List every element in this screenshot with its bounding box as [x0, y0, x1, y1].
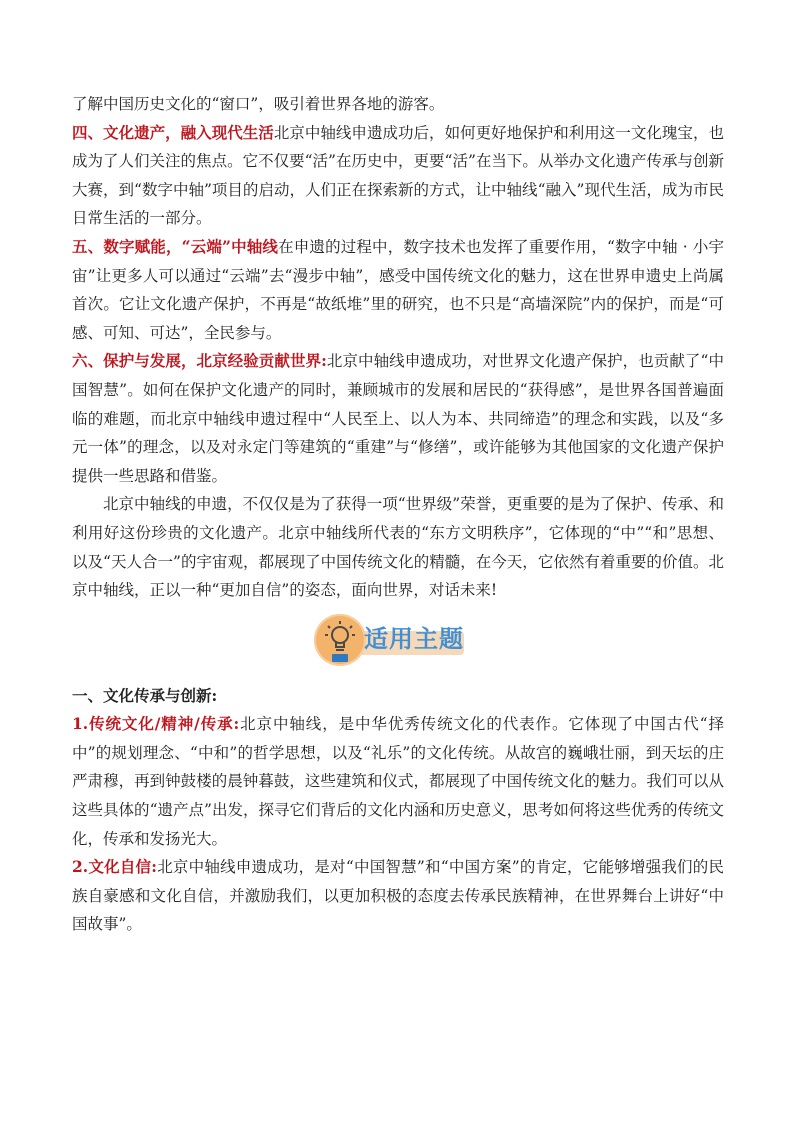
- lightbulb-icon: [314, 614, 366, 666]
- paragraph-section-4: [72, 119, 724, 233]
- section-5-body: 在申遗的过程中，数字技术也发挥了重要作用，“数字中轴 · 小宇宙”让更多人可以通过“云端”去“漫步中轴”，感受中国传统文化的魅力，这在世界申遗史上尚属首次。它让文化遗产保护，不再是“故纸堆”里的研究，也不只是“高墙深院”内的保护，而是“可感、可知、可达”，全民参与。: [72, 237, 724, 342]
- theme-item-2-body: 北京中轴线申遗成功，是对“中国智慧”和“中国方案”的肯定，它能够增强我们的民族自豪感和文化自信，并激励我们，以更加积极的态度去传承民族精神，在世界舞台上讲好“中国故事”。: [72, 858, 724, 934]
- topic-title: 适用主题: [364, 624, 464, 653]
- theme-item-1: [72, 710, 724, 853]
- topic-banner: [72, 612, 724, 672]
- paragraph-text: 了解中国历史文化的“窗口”，吸引着世界各地的游客。: [72, 95, 445, 113]
- theme-item-2-heading: 2.文化自信:: [72, 857, 157, 877]
- theme-item-1-body: 北京中轴线，是中华优秀传统文化的代表作。它体现了中国古代“择中”的规划理念、“中和”的哲学思想，以及“礼乐”的文化传统。从故宫的巍峨壮丽，到天坛的庄严肃穆，再到钟鼓楼的晨钟暮鼓，这些建筑和仪式，都展现了中国传统文化的魅力。我们可以从这些具体的“遗产点”出发，探寻它们背后的文化内涵和历史意义，思考如何将这些优秀的传统文化，传承和发扬光大。: [72, 715, 724, 848]
- document-page: [72, 90, 724, 939]
- section-5-heading: 五、数字赋能，“云端”中轴线: [72, 236, 279, 256]
- paragraph-section-5: [72, 233, 724, 347]
- section-6-heading: 六、保护与发展，北京经验贡献世界:: [72, 351, 327, 371]
- paragraph-continuation: [72, 90, 724, 119]
- paragraph-section-6: [72, 347, 724, 490]
- theme-heading: 一、文化传承与创新:: [72, 685, 218, 705]
- section-6-body: 北京中轴线申遗成功，对世界文化遗产保护，也贡献了“中国智慧”。如何在保护文化遗产的同时，兼顾城市的发展和居民的“获得感”，是世界各国普遍面临的难题，而北京中轴线申遗过程中“人民至上、以人为本、共同缔造”的理念和实践，以及“多元一体”的理念，以及对永定门等建筑的“重建”与“修缮”，或许能够为其他国家的文化遗产保护提供一些思路和借鉴。: [72, 352, 724, 485]
- topic-badge: [314, 614, 482, 670]
- theme-item-1-heading: 1.传统文化/精神/传承:: [72, 714, 240, 734]
- section-4-body: 北京中轴线申遗成功后，如何更好地保护和利用这一文化瑰宝，也成为了人们关注的焦点。它不仅要“活”在历史中，更要“活”在当下。从举办文化遗产传承与创新大赛，到“数字中轴”项目的启动，人们正在探索新的方式，让中轴线“融入”现代生活，成为市民日常生活的一部分。: [72, 123, 724, 228]
- theme-item-2: [72, 853, 724, 939]
- section-4-heading: 四、文化遗产，融入现代生活: [72, 122, 274, 142]
- badge-circle: [314, 614, 366, 666]
- paragraph-conclusion: 北京中轴线的申遗，不仅仅是为了获得一项“世界级”荣誉，更重要的是为了保护、传承、和利用好这份珍贵的文化遗产。北京中轴线所代表的“东方文明秩序”，它体现的“中”“和”思想、以及“天人合一”的宇宙观，都展现了中国传统文化的精髓，在今天，它依然有着重要的价值。北京中轴线，正以一种“更加自信”的姿态，面向世界，对话未来!: [72, 495, 724, 600]
